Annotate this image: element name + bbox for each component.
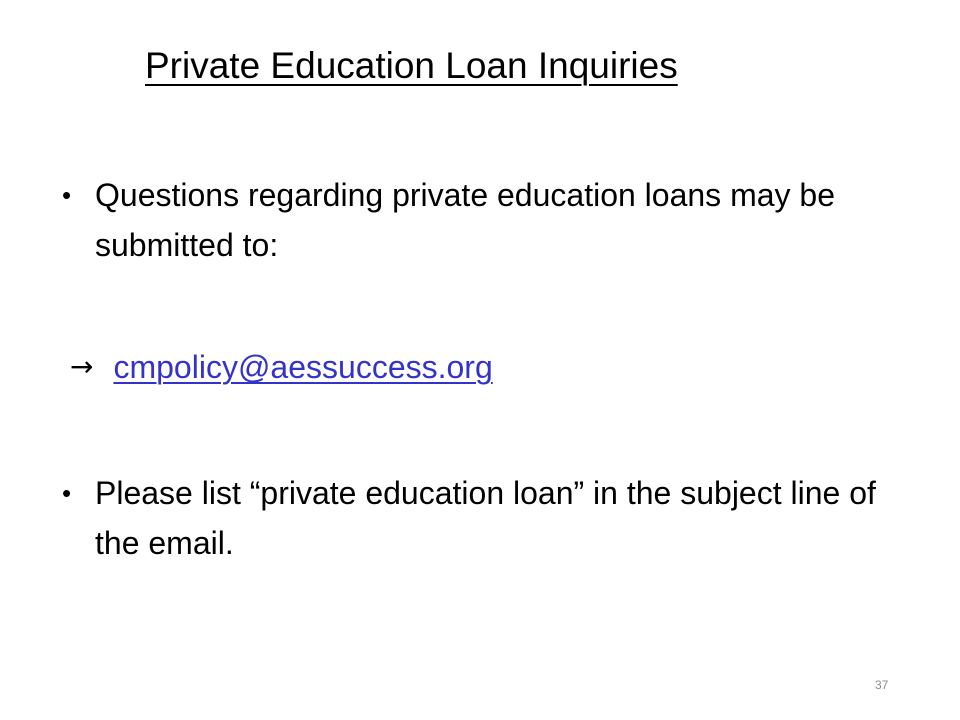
bullet-text: Please list “private education loan” in the subject line of the email.: [95, 475, 876, 561]
slide-title: Private Education Loan Inquiries: [145, 45, 678, 86]
bullet-dot-icon: •: [62, 478, 72, 508]
bullet-row: [62, 468, 882, 568]
arrow-right-icon: →: [70, 350, 94, 383]
bullet-item-subject-line: [62, 468, 882, 568]
page-number: 37: [875, 678, 889, 692]
bullet-text: Questions regarding private education loans may be submitted to:: [95, 177, 835, 263]
bullet-row: [62, 170, 882, 270]
email-link[interactable]: cmpolicy@aessuccess.org: [113, 349, 493, 385]
bullet-item-questions: [62, 170, 882, 270]
bullet-dot-icon: •: [62, 180, 72, 210]
email-line: [70, 342, 493, 392]
